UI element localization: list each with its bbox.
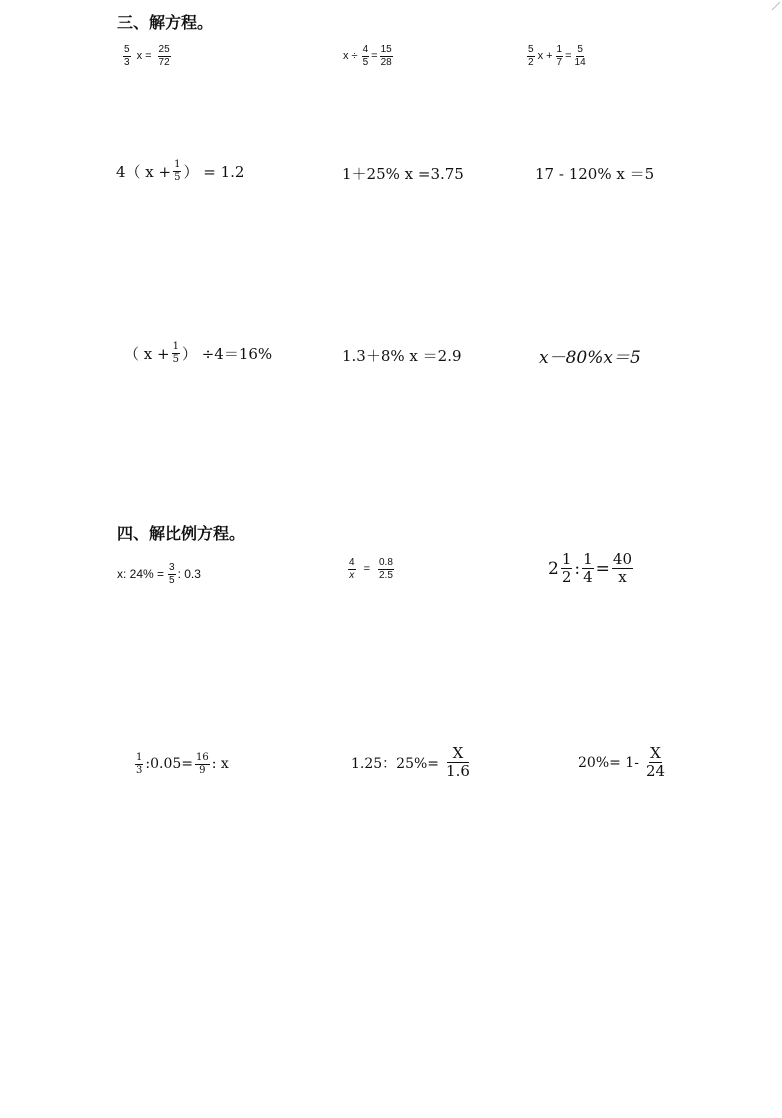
ratio-colon: : [574,558,581,579]
fraction-numerator: 3 [169,562,175,573]
fraction-denominator: 4 [583,568,593,587]
equation-text: 17 - 120% x ＝5 [535,165,655,183]
equation-2 [343,44,395,68]
equals-sign: = [371,50,378,62]
equation-1 [121,44,173,68]
section-heading-proportions: 四、解比例方程。 [117,524,246,543]
fraction-denominator: 2 [528,56,534,68]
equals-sign: = [595,558,610,579]
equation-10 [117,562,201,586]
fraction-numerator: X [447,745,470,763]
equation-text: 1＋25% x =3.75 [342,165,464,183]
equals-sign: = [565,50,572,62]
equation-5 [342,163,464,184]
fraction-denominator: 5 [362,56,369,68]
fraction-denominator: 72 [158,56,170,68]
fraction-denominator: 5 [174,171,181,183]
fraction-denominator: 2.5 [379,569,393,581]
fraction-numerator: 5 [577,44,583,55]
equation-8 [342,345,462,366]
fraction-denominator: 3 [136,764,143,776]
fraction-numerator: 5 [124,44,130,55]
fraction-numerator: 15 [380,44,392,55]
section-heading-equations: 三、解方程。 [117,13,214,32]
equation-text: x: 24% = [117,567,165,581]
fraction-numerator: 4 [362,44,369,55]
fraction-denominator: 5 [172,353,179,365]
fraction-numerator: 1 [556,44,563,55]
fraction-denominator: 3 [124,56,130,68]
equation-text: x ÷ [343,50,358,62]
fraction-denominator: 1.6 [446,762,470,781]
fraction-numerator: 1 [583,550,593,568]
fraction-denominator: 9 [199,764,206,776]
equation-9 [539,343,641,368]
equation-13 [133,752,229,776]
equals-sign: = [363,563,370,575]
equation-15 [578,745,668,781]
fraction-numerator: 1 [174,159,181,170]
fraction-numerator: 1 [136,752,143,763]
equation-text: : 0.3 [177,567,201,581]
fraction-numerator: 40 [612,550,632,568]
equation-7 [124,341,272,365]
equation-text: 4（ x + [116,162,172,181]
fraction-numerator: 1 [172,341,179,352]
equation-14 [351,745,473,781]
equation-text: : x [211,756,229,772]
equation-6 [535,163,654,184]
equation-text: x－80%x＝5 [539,348,641,368]
fraction-numerator: 4 [349,557,355,568]
corner-mark-icon [768,0,782,14]
fraction-denominator: x [349,569,355,581]
fraction-numerator: 0.8 [379,557,393,568]
fraction-denominator: 2 [561,568,572,587]
equation-3 [525,44,589,68]
equation-11 [346,557,396,581]
fraction-numerator: 16 [196,752,209,763]
fraction-denominator: 28 [380,56,392,68]
equation-text: 1.3＋8% x ＝2.9 [342,347,462,365]
equation-text: x + [537,50,553,62]
fraction-denominator: 14 [574,56,586,68]
fraction-numerator: 25 [158,44,170,55]
equation-12 [548,551,635,587]
fraction-numerator: 1 [561,550,572,568]
equation-text: :0.05= [145,756,193,772]
fraction-denominator: 24 [645,762,666,781]
equation-text: （ x + [124,344,170,363]
equation-4 [116,159,244,183]
fraction-denominator: x [618,568,627,587]
equation-text: x = [136,50,152,62]
equation-text: ） = 1.2 [183,162,245,181]
equation-text: 1.25：25%= [351,755,440,772]
fraction-numerator: X [650,744,661,762]
equation-text: 20%= 1- [578,754,639,771]
fraction-denominator: 5 [169,574,175,586]
fraction-numerator: 5 [528,44,534,55]
equation-text: 2 [548,558,559,579]
fraction-denominator: 7 [556,56,563,68]
equation-text: ） ÷4＝16% [181,344,273,363]
